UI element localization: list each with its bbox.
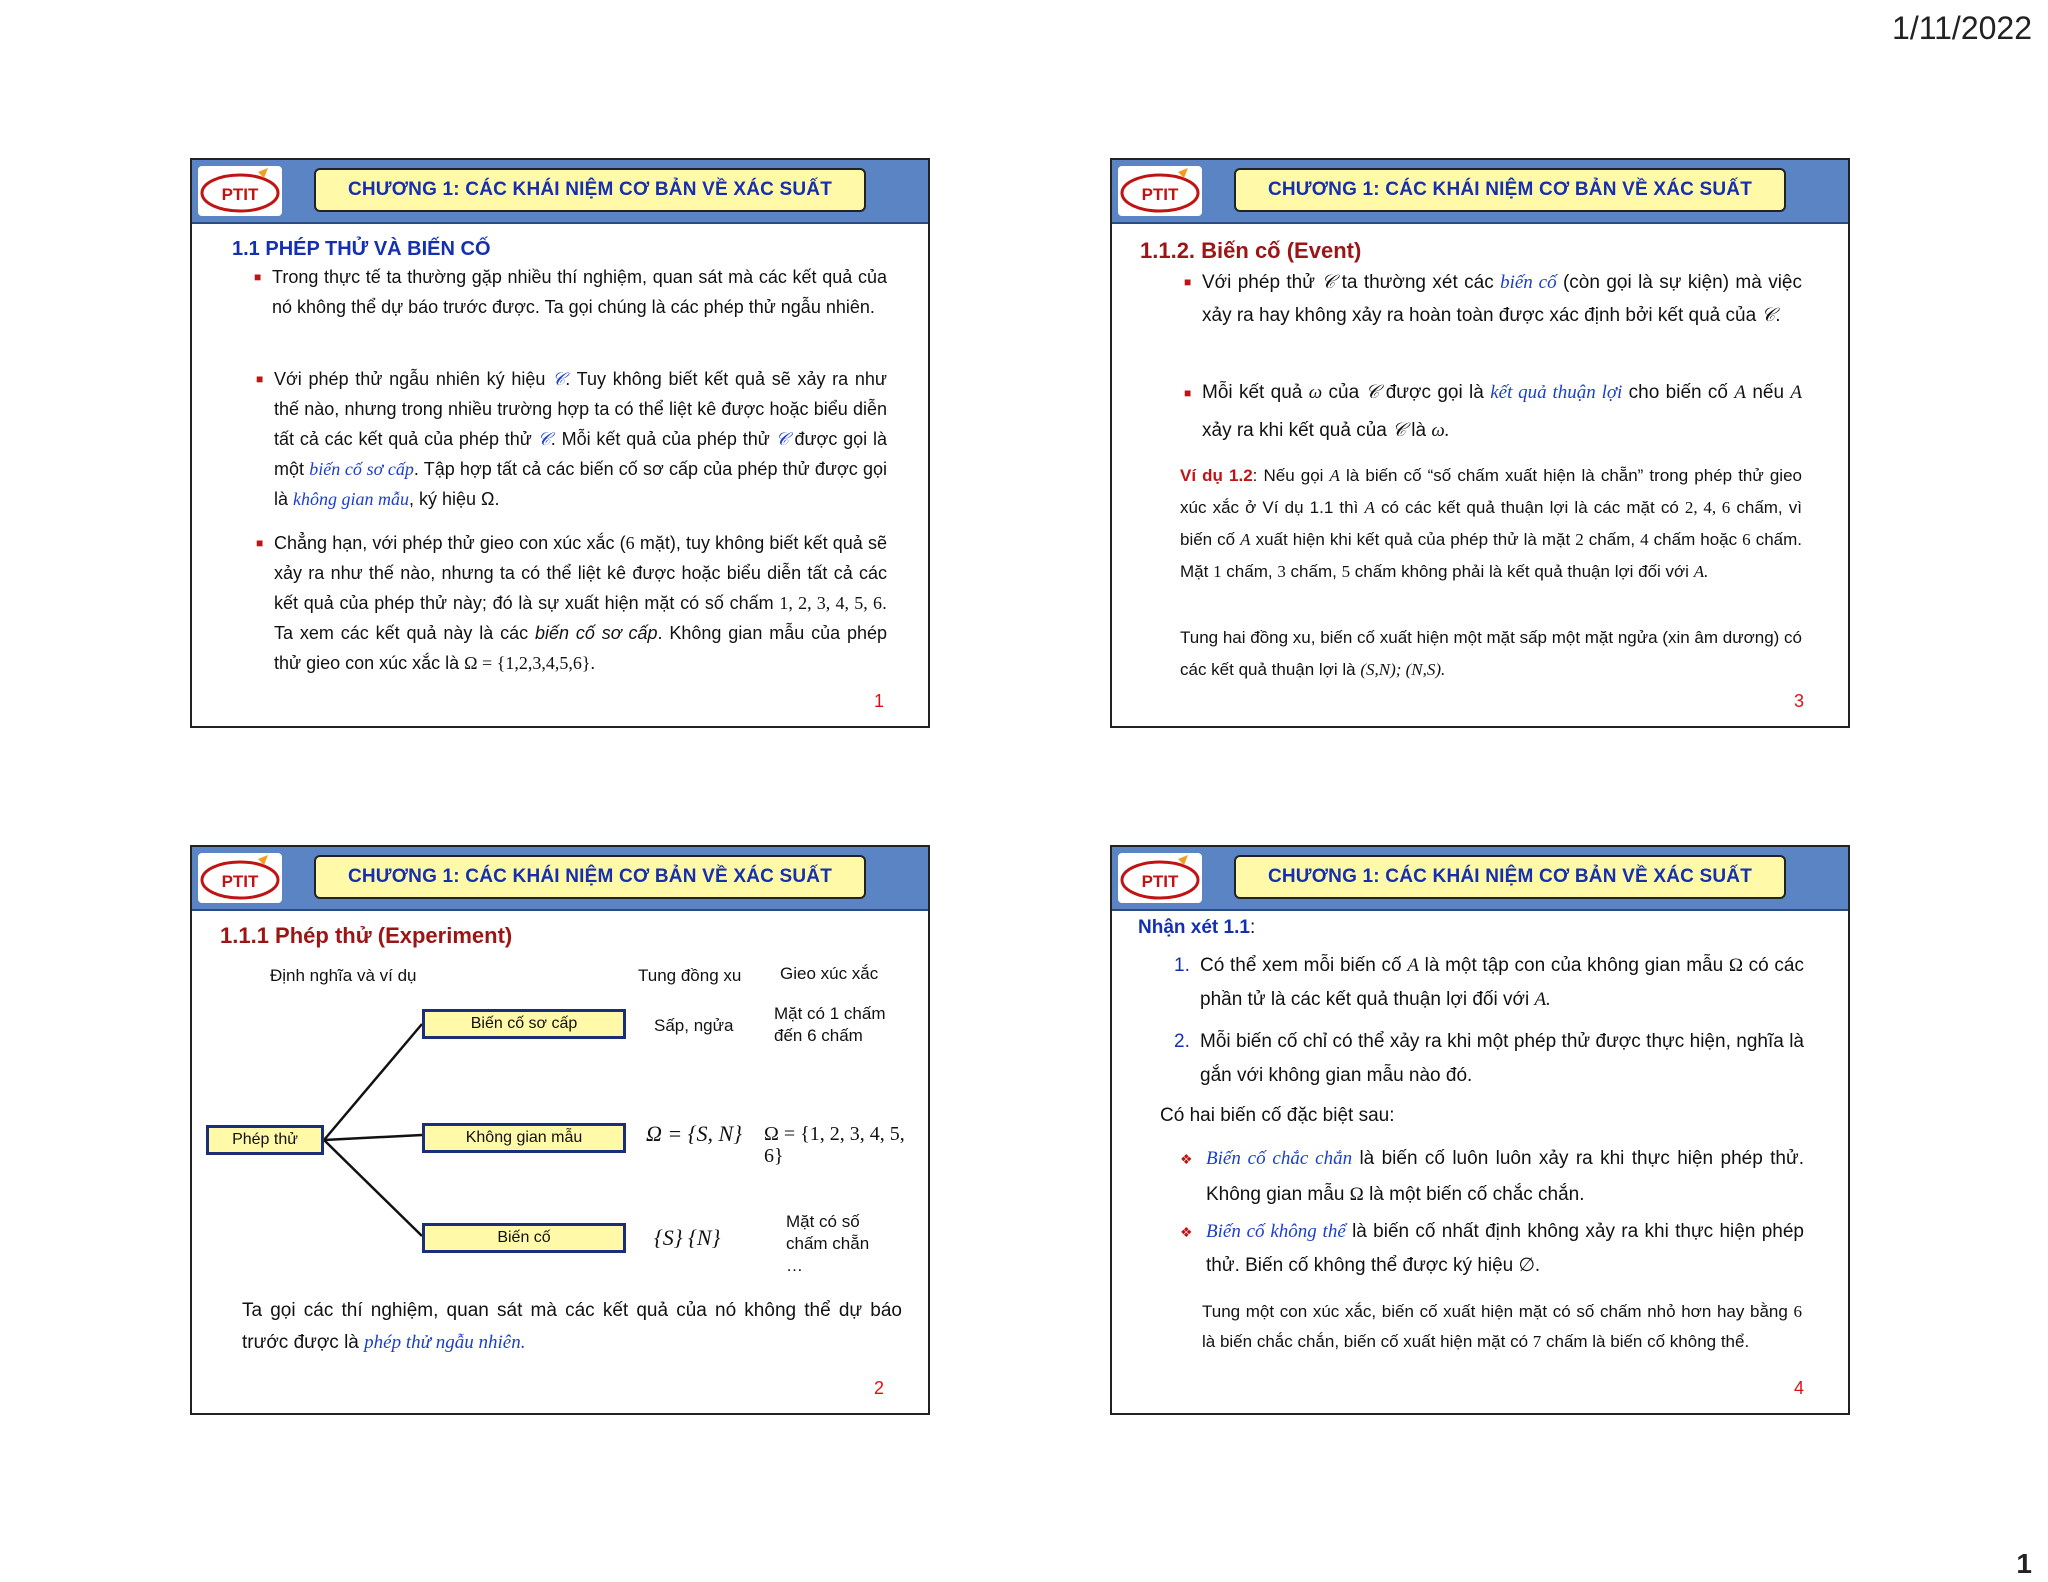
slide-2	[190, 845, 930, 1415]
diamond-bullet-icon: ❖	[1180, 1151, 1193, 1167]
khong-gian-mau-box: Không gian mẫu	[422, 1123, 626, 1153]
coin-elementary: Sấp, ngửa	[654, 1016, 734, 1035]
sure-event: ❖ Biến cố chắc chắn là biến cố luôn luôn xảy ra khi thực hiện phép thử. Không gian mẫu Ω là một biến cố chắc chắn.	[1206, 1141, 1804, 1213]
remark-item-2: 2. Mỗi biến cố chỉ có thể xảy ra khi một phép thử được thực hiện, nghĩa là gắn với không gian mẫu nào đó.	[1174, 1031, 1804, 1086]
section-heading: 1.1 PHÉP THỬ VÀ BIẾN CỐ	[232, 238, 491, 260]
slide-header	[1112, 847, 1848, 911]
ptit-logo	[198, 166, 282, 216]
ptit-logo	[1118, 853, 1202, 903]
bullet-3: ■ Chẳng hạn, với phép thử gieo con xúc xắc (6 mặt), tuy không biết kết quả sẽ xảy ra như thế nào, nhưng ta có thể liệt kê được hoặc biểu diễn tất cả các kết quả của phép thử này; đó là sự xuất hiện mặt có số chấm 1, 2, 3, 4, 5, 6. Ta xem các kết quả này là các biến cố sơ cấp. Không gian mẫu của phép thử gieo con xúc xắc là Ω = {1,2,3,4,5,6}.	[274, 528, 887, 678]
phep-thu-box: Phép thử	[206, 1125, 324, 1155]
dice-example: Tung một con xúc xắc, biến cố xuất hiện mặt có số chấm nhỏ hơn hay bằng 6 là biến chắc chắn, biến cố xuất hiện mặt có 7 chấm là biến cố không thể.	[1202, 1302, 1802, 1351]
bullet-square-icon: ■	[1184, 275, 1192, 289]
slide-number: 3	[1793, 691, 1804, 711]
coin-example: Tung hai đồng xu, biến cố xuất hiện một mặt sấp một mặt ngửa (xin âm dương) có các kết quả thuận lợi là (S,N); (N,S).	[1180, 628, 1802, 679]
page-date: 1/11/2022	[1892, 10, 2032, 46]
bullet-square-icon: ■	[1184, 386, 1192, 400]
coin-sample-space: Ω = {S, N}	[646, 1121, 743, 1146]
slide-3	[1110, 158, 1850, 728]
example-1-2: Ví dụ 1.2: Nếu gọi A là biến cố “số chấm xuất hiện là chẵn” trong phép thử gieo xúc xắc ở Ví dụ 1.1 thì A có các kết quả thuận lợi là các mặt có 2, 4, 6 chấm, vì biến cố A xuất hiện khi kết quả của phép thử là mặt 2 chấm, 4 chấm hoặc 6 chấm. Mặt 1 chấm, 3 chấm, 5 chấm không phải là kết quả thuận lợi đối với A.	[1180, 466, 1803, 581]
dice-event: Mặt có số chấm chẵn …	[786, 1212, 870, 1275]
bien-co-so-cap-box: Biến cố sơ cấp	[422, 1009, 626, 1039]
diamond-bullet-icon: ❖	[1180, 1224, 1193, 1240]
col-dice: Gieo xúc xắc	[780, 964, 879, 983]
svg-text:PTIT: PTIT	[221, 185, 259, 204]
bullet-square-icon: ■	[254, 270, 262, 284]
page-number: 1	[2016, 1548, 2032, 1579]
ptit-logo	[1118, 166, 1202, 216]
col-definition: Định nghĩa và ví dụ	[270, 966, 417, 985]
slide-1	[190, 158, 930, 728]
section-heading: 1.1.1 Phép thử (Experiment)	[220, 923, 513, 948]
coin-events: {S} {N}	[654, 1225, 721, 1250]
dice-sample-space: Ω = {1, 2, 3, 4, 5, 6}	[764, 1123, 905, 1167]
svg-text:PTIT: PTIT	[221, 872, 259, 891]
impossible-event: ❖ Biến cố không thể là biến cố nhất định không xảy ra khi thực hiện phép thử. Biến cố không thể được ký hiệu ∅.	[1206, 1215, 1804, 1283]
ptit-logo	[198, 853, 282, 903]
chapter-title: CHƯƠNG 1: CÁC KHÁI NIỆM CƠ BẢN VỀ XÁC SUẤT	[314, 168, 866, 212]
slide-4	[1110, 845, 1850, 1415]
svg-text:PTIT: PTIT	[1141, 185, 1179, 204]
slide-header	[192, 160, 928, 224]
chapter-title: CHƯƠNG 1: CÁC KHÁI NIỆM CƠ BẢN VỀ XÁC SUẤT	[314, 855, 866, 899]
slide-number: 4	[1793, 1378, 1804, 1398]
chapter-title: CHƯƠNG 1: CÁC KHÁI NIỆM CƠ BẢN VỀ XÁC SUẤT	[1234, 168, 1786, 212]
slide-header	[192, 847, 928, 911]
slide-number: 1	[873, 691, 884, 711]
bullet-square-icon: ■	[256, 536, 264, 550]
slide-number: 2	[873, 1378, 884, 1398]
chapter-title: CHƯƠNG 1: CÁC KHÁI NIỆM CƠ BẢN VỀ XÁC SUẤT	[1234, 855, 1786, 899]
bullet-square-icon: ■	[256, 372, 264, 386]
bullet-1: ■ Với phép thử 𝒞 ta thường xét các biến cố (còn gọi là sự kiện) mà việc xảy ra hay không xảy ra hoàn toàn được xác định bởi kết quả của 𝒞.	[1202, 266, 1802, 332]
section-heading: 1.1.2. Biến cố (Event)	[1140, 238, 1362, 263]
slide-header	[1112, 160, 1848, 224]
dice-elementary: Mặt có 1 chấm đến 6 chấm	[774, 1004, 886, 1045]
bullet-2: ■ Với phép thử ngẫu nhiên ký hiệu 𝒞. Tuy không biết kết quả sẽ xảy ra như thế nào, nhưng trong nhiều trường hợp ta có thể liệt kê được hoặc biểu diễn tất cả các kết quả của phép thử 𝒞. Mỗi kết quả của phép thử 𝒞 được gọi là một biến cố sơ cấp. Tập hợp tất cả các biến cố sơ cấp của phép thử được gọi là không gian mẫu, ký hiệu Ω.	[274, 364, 887, 514]
bullet-2: ■ Mỗi kết quả ω của 𝒞 được gọi là kết quả thuận lợi cho biến cố A nếu A xảy ra khi kết quả của 𝒞 là ω.	[1202, 374, 1802, 450]
remark-heading: Nhận xét 1.1:	[1138, 917, 1256, 938]
special-events-intro: Có hai biến cố đặc biệt sau:	[1160, 1105, 1395, 1126]
bien-co-box: Biến cố	[422, 1223, 626, 1253]
remark-item-1: 1. Có thể xem mỗi biến cố A là một tập con của không gian mẫu Ω có các phần tử là các kết quả thuận lợi đối với A.	[1174, 955, 1805, 1010]
definition-footer: Ta gọi các thí nghiệm, quan sát mà các kết quả của nó không thể dự báo trước được là phép thử ngẫu nhiên.	[242, 1300, 902, 1353]
svg-text:PTIT: PTIT	[1141, 872, 1179, 891]
bullet-1: ■ Trong thực tế ta thường gặp nhiều thí nghiệm, quan sát mà các kết quả của nó không thể dự báo trước được. Ta gọi chúng là các phép thử ngẫu nhiên.	[272, 262, 887, 322]
col-coin: Tung đồng xu	[638, 966, 742, 985]
